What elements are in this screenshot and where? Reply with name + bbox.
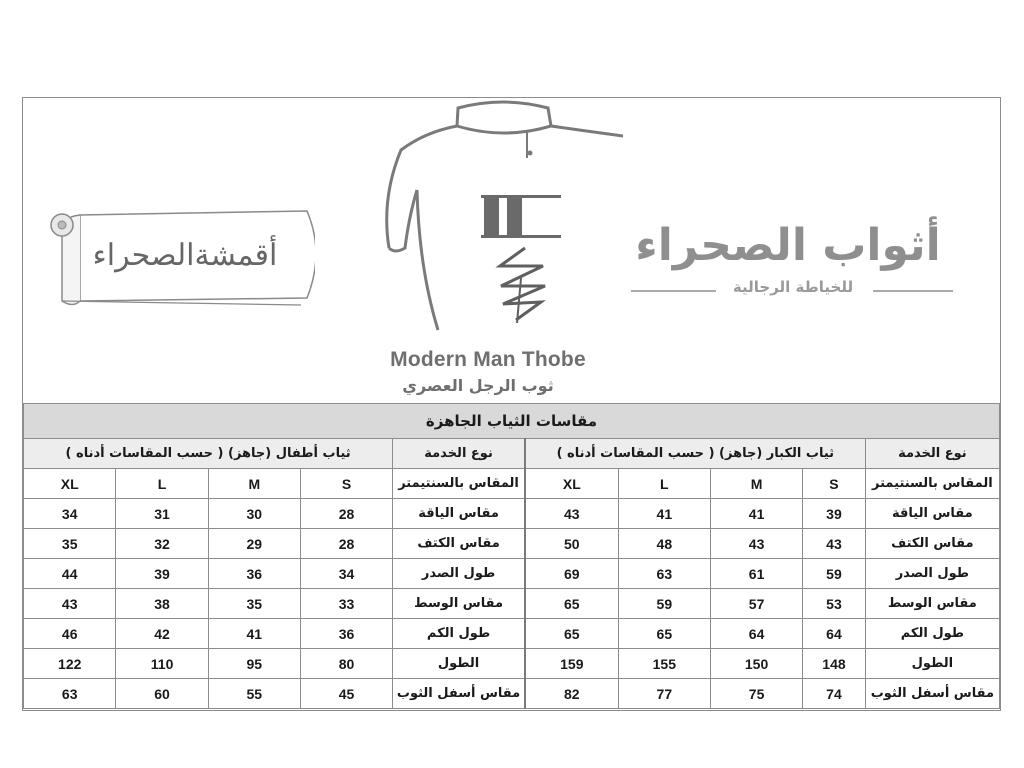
table-row [24, 499, 1000, 529]
kids-size-value: 55 [208, 679, 300, 709]
kids-size-value: 32 [116, 529, 208, 559]
logo-banner [23, 98, 1000, 403]
fabric-brand-text: أقمشةالصحراء [92, 238, 278, 273]
adults-size-value: 159 [525, 649, 618, 679]
kids-size-header: S [300, 469, 392, 499]
table-row [24, 679, 1000, 709]
table-row [24, 559, 1000, 589]
adults-size-value: 155 [618, 649, 710, 679]
adults-size-value: 148 [803, 649, 866, 679]
adults-size-value: 43 [710, 529, 802, 559]
adults-size-value: 57 [710, 589, 802, 619]
kids-size-value: 33 [300, 589, 392, 619]
table-title-row [24, 404, 1000, 439]
kids-size-value: 31 [116, 499, 208, 529]
adults-unit-label: المقاس بالسنتيمتر [865, 469, 999, 499]
kids-size-header: XL [24, 469, 116, 499]
kids-size-value: 46 [24, 619, 116, 649]
adults-size-value: 39 [803, 499, 866, 529]
kids-measurement-label: مقاس الكتف [393, 529, 525, 559]
adults-size-value: 43 [803, 529, 866, 559]
kids-size-value: 36 [208, 559, 300, 589]
adults-service-title: ثياب الكبار (جاهز) ( حسب المقاسات أدناه ) [525, 439, 865, 469]
adults-size-header: L [618, 469, 710, 499]
adults-measurement-label: مقاس أسفل الثوب [865, 679, 999, 709]
adults-size-value: 75 [710, 679, 802, 709]
kids-size-value: 34 [300, 559, 392, 589]
kids-measurement-label: طول الكم [393, 619, 525, 649]
brand-english-name: Modern Man Thobe [390, 348, 586, 371]
adults-size-value: 64 [710, 619, 802, 649]
tagline-divider-left [631, 290, 716, 292]
store-tagline: للخياطة الرجالية [732, 278, 854, 296]
kids-measurement-label: طول الصدر [393, 559, 525, 589]
adults-size-value: 82 [525, 679, 618, 709]
table-row [24, 589, 1000, 619]
kids-size-value: 80 [300, 649, 392, 679]
kids-size-value: 35 [24, 529, 116, 559]
kids-size-value: 39 [116, 559, 208, 589]
adults-size-value: 41 [618, 499, 710, 529]
adults-measurement-label: مقاس الكتف [865, 529, 999, 559]
kids-size-value: 30 [208, 499, 300, 529]
adults-size-value: 64 [803, 619, 866, 649]
kids-size-value: 38 [116, 589, 208, 619]
adults-size-header: S [803, 469, 866, 499]
kids-size-value: 34 [24, 499, 116, 529]
adults-size-value: 65 [618, 619, 710, 649]
adults-size-value: 150 [710, 649, 802, 679]
kids-size-value: 44 [24, 559, 116, 589]
kids-size-value: 43 [24, 589, 116, 619]
adults-size-value: 43 [525, 499, 618, 529]
kids-size-value: 29 [208, 529, 300, 559]
adults-size-value: 74 [803, 679, 866, 709]
kids-size-value: 28 [300, 499, 392, 529]
adults-measurement-label: الطول [865, 649, 999, 679]
adults-size-value: 65 [525, 589, 618, 619]
adults-measurement-label: طول الصدر [865, 559, 999, 589]
adults-size-value: 53 [803, 589, 866, 619]
adults-size-value: 48 [618, 529, 710, 559]
adults-size-value: 69 [525, 559, 618, 589]
kids-size-value: 28 [300, 529, 392, 559]
thobe-logo [353, 98, 623, 348]
table-row [24, 619, 1000, 649]
kids-size-value: 63 [24, 679, 116, 709]
store-name: أثواب الصحراء [635, 220, 941, 271]
kids-size-value: 110 [116, 649, 208, 679]
kids-measurement-label: مقاس الياقة [393, 499, 525, 529]
table-row [24, 649, 1000, 679]
brand-arabic-name: ثوب الرجل العصري [402, 376, 554, 395]
kids-unit-label: المقاس بالسنتيمتر [393, 469, 525, 499]
kids-size-value: 36 [300, 619, 392, 649]
table-row [24, 529, 1000, 559]
kids-size-header: L [116, 469, 208, 499]
kids-service-type-label: نوع الخدمة [393, 439, 525, 469]
adults-size-header: XL [525, 469, 618, 499]
adults-size-value: 65 [525, 619, 618, 649]
kids-measurement-label: مقاس أسفل الثوب [393, 679, 525, 709]
kids-size-value: 122 [24, 649, 116, 679]
adults-size-value: 63 [618, 559, 710, 589]
kids-measurement-label: الطول [393, 649, 525, 679]
kids-size-header: M [208, 469, 300, 499]
kids-measurement-label: مقاس الوسط [393, 589, 525, 619]
adults-measurement-label: طول الكم [865, 619, 999, 649]
tagline-divider-right [873, 290, 953, 292]
service-header-row [24, 439, 1000, 469]
adults-measurement-label: مقاس الياقة [865, 499, 999, 529]
kids-size-value: 95 [208, 649, 300, 679]
kids-service-title: ثياب أطفال (جاهز) ( حسب المقاسات أدناه ) [24, 439, 393, 469]
adults-size-value: 77 [618, 679, 710, 709]
kids-size-value: 42 [116, 619, 208, 649]
size-header-row [24, 469, 1000, 499]
adults-measurement-label: مقاس الوسط [865, 589, 999, 619]
size-chart-frame [22, 97, 1001, 711]
size-chart-table [23, 403, 1000, 709]
adults-size-value: 50 [525, 529, 618, 559]
adults-service-type-label: نوع الخدمة [865, 439, 999, 469]
table-title: مقاسات الثياب الجاهزة [24, 404, 1000, 439]
kids-size-value: 60 [116, 679, 208, 709]
adults-size-value: 59 [803, 559, 866, 589]
adults-size-header: M [710, 469, 802, 499]
kids-size-value: 45 [300, 679, 392, 709]
adults-size-value: 41 [710, 499, 802, 529]
kids-size-value: 35 [208, 589, 300, 619]
kids-size-value: 41 [208, 619, 300, 649]
adults-size-value: 61 [710, 559, 802, 589]
adults-size-value: 59 [618, 589, 710, 619]
